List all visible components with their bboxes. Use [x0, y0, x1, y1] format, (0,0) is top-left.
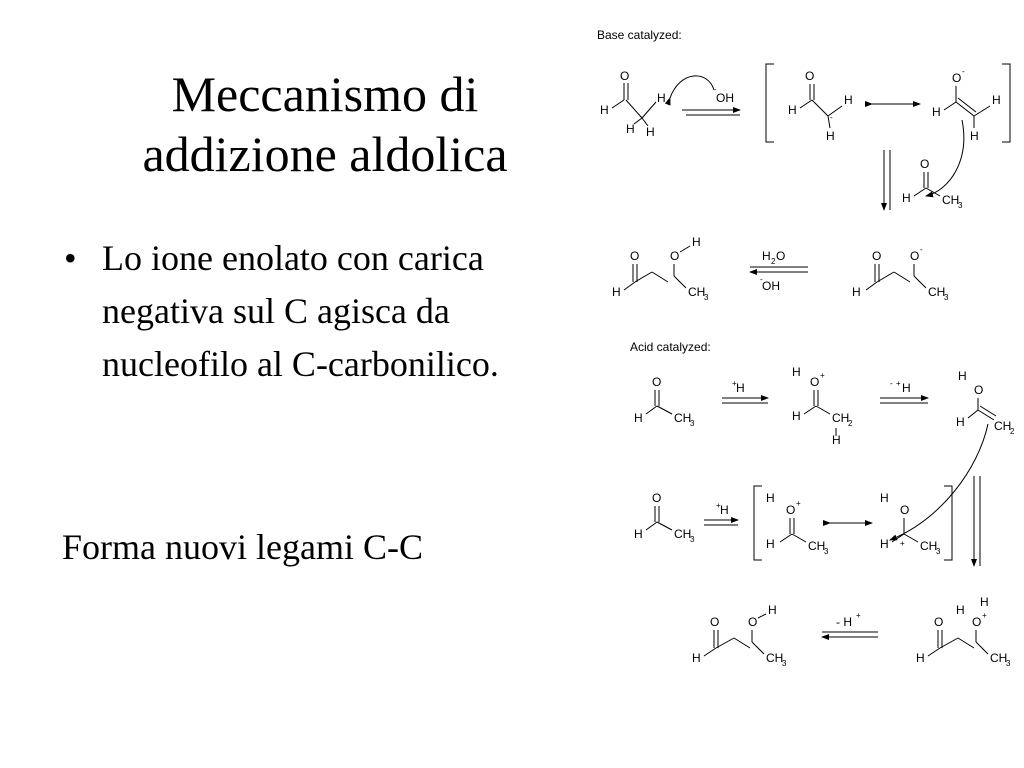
svg-text:CH: CH [928, 285, 946, 299]
bullet-text: Lo ione enolato con carica negativa sul C agisca da nucleofilo al C-carbonilico. [102, 238, 499, 384]
aldol-product [692, 603, 787, 668]
svg-text:O: O [670, 249, 680, 263]
svg-text:3: 3 [944, 293, 949, 302]
enol [956, 369, 1015, 436]
svg-text:O: O [920, 157, 930, 171]
svg-text:H: H [788, 103, 797, 117]
svg-text:+: + [982, 611, 987, 620]
enolate-form [932, 67, 1001, 143]
acetaldehyde-base [600, 69, 666, 139]
svg-text:+: + [796, 499, 801, 508]
svg-text:O: O [974, 383, 984, 397]
svg-text:H: H [634, 527, 643, 541]
svg-text:H: H [766, 491, 775, 505]
svg-text:H: H [956, 603, 965, 617]
svg-text:H: H [657, 91, 666, 105]
svg-text:-: - [962, 67, 965, 76]
svg-text:O: O [934, 615, 944, 629]
svg-text:+: + [896, 379, 901, 388]
svg-text:3: 3 [1006, 659, 1011, 668]
svg-text:H: H [916, 651, 925, 665]
acetaldehyde-acid [634, 375, 695, 428]
acid-catalyzed-label: Acid catalyzed: [630, 340, 711, 354]
svg-text:CH: CH [920, 539, 938, 553]
svg-text:CH: CH [674, 527, 692, 541]
svg-text:H: H [762, 249, 771, 263]
svg-text:H: H [902, 191, 911, 205]
svg-text:CH: CH [994, 419, 1012, 433]
alkoxide-product [612, 235, 709, 302]
svg-text:- H: - H [836, 615, 852, 629]
svg-text:3: 3 [782, 659, 787, 668]
svg-text:H: H [792, 409, 801, 423]
svg-text:H: H [792, 365, 801, 379]
svg-text:O: O [620, 69, 630, 83]
svg-text:3: 3 [690, 419, 695, 428]
svg-text:H: H [692, 651, 701, 665]
slide-title [60, 64, 590, 184]
bullet-item [60, 232, 530, 391]
svg-text:H: H [626, 122, 635, 136]
acetaldehyde-acid-2 [634, 491, 695, 544]
svg-text:H: H [902, 381, 911, 395]
bullet-list [60, 232, 530, 391]
oxonium-form [766, 491, 829, 556]
svg-text:H: H [600, 103, 609, 117]
svg-text:O: O [952, 71, 962, 85]
svg-text:CH: CH [674, 411, 692, 425]
svg-text:3: 3 [824, 547, 829, 556]
svg-text:-: - [760, 275, 763, 284]
svg-text:O: O [810, 375, 820, 389]
svg-text:O: O [652, 375, 662, 389]
svg-text:H: H [768, 603, 777, 617]
svg-text:O: O [630, 249, 640, 263]
svg-text:+: + [900, 539, 905, 548]
svg-text:2: 2 [771, 257, 776, 266]
svg-text:-: - [890, 379, 893, 388]
svg-text:H: H [852, 285, 861, 299]
hydroxide: OH [716, 91, 734, 105]
svg-text:H: H [958, 369, 967, 383]
svg-text:H: H [736, 381, 745, 395]
protonated-carbonyl [792, 365, 853, 447]
svg-text:O: O [805, 69, 815, 83]
svg-text:H: H [612, 285, 621, 299]
svg-text:+: + [820, 371, 825, 380]
svg-text:H: H [970, 129, 979, 143]
title-line-1: Meccanismo di [171, 66, 479, 122]
svg-text:O: O [972, 615, 982, 629]
svg-text:+: + [716, 501, 721, 510]
svg-text:3: 3 [690, 535, 695, 544]
svg-text:-: - [714, 85, 717, 94]
svg-text:2: 2 [1010, 427, 1015, 436]
svg-text:H: H [880, 537, 889, 551]
svg-text:O: O [786, 503, 796, 517]
reaction-scheme [590, 20, 1020, 680]
svg-text:3: 3 [936, 547, 941, 556]
svg-text:H: H [646, 125, 655, 139]
svg-text:H: H [826, 129, 835, 143]
svg-text:H: H [766, 537, 775, 551]
svg-text:-: - [830, 113, 833, 122]
protonated-aldol [916, 595, 1011, 668]
svg-text:O: O [652, 491, 662, 505]
svg-text:CH: CH [808, 539, 826, 553]
svg-text:H: H [880, 491, 889, 505]
bullet-icon: • [64, 238, 77, 278]
svg-text:2: 2 [848, 419, 853, 428]
svg-text:CH: CH [942, 193, 960, 207]
svg-text:CH: CH [990, 651, 1008, 665]
svg-text:O: O [776, 249, 786, 263]
body-text: Forma nuovi legami C-C [62, 527, 423, 567]
svg-text:3: 3 [704, 293, 709, 302]
svg-text:CH: CH [832, 411, 850, 425]
svg-text:OH: OH [762, 279, 780, 293]
carbanion-form [788, 69, 853, 143]
svg-text:H: H [980, 595, 989, 609]
carbocation-form [880, 491, 941, 556]
title-line-2: addizione aldolica [142, 126, 508, 182]
svg-text:H: H [992, 93, 1001, 107]
svg-text:+: + [856, 611, 861, 620]
svg-text:H: H [956, 415, 965, 429]
svg-text:3: 3 [958, 201, 963, 210]
acetaldehyde-acceptor [902, 157, 963, 210]
svg-text:H: H [832, 433, 841, 447]
svg-text:H: H [844, 93, 853, 107]
svg-text:O: O [910, 249, 920, 263]
svg-text:O: O [710, 615, 720, 629]
svg-text:O: O [900, 503, 910, 517]
alkoxide-anion [852, 245, 949, 302]
svg-text:CH: CH [766, 651, 784, 665]
svg-text:O: O [748, 615, 758, 629]
svg-text:O: O [872, 249, 882, 263]
svg-text:CH: CH [688, 285, 706, 299]
base-catalyzed-label: Base catalyzed: [597, 28, 682, 42]
svg-text:H: H [634, 411, 643, 425]
svg-text:H: H [932, 105, 941, 119]
svg-text:-: - [920, 245, 923, 254]
svg-text:H: H [692, 235, 701, 249]
svg-text:H: H [720, 503, 729, 517]
svg-text:+: + [732, 379, 737, 388]
